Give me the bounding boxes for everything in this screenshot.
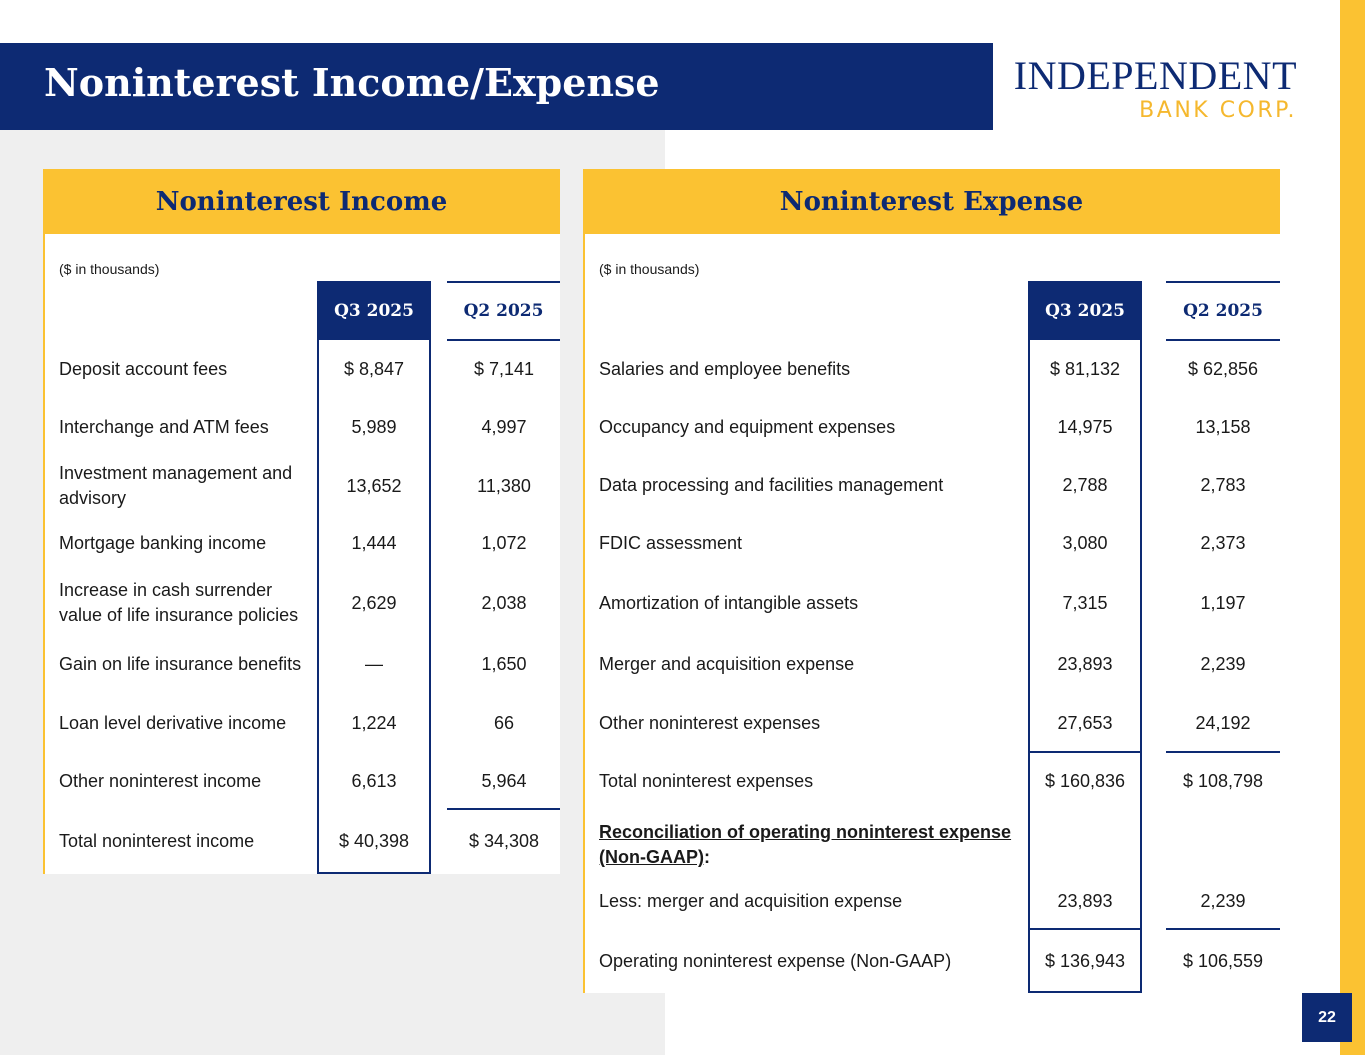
income-row-label: Investment management and advisory — [59, 463, 293, 508]
income-row-q3-value: 1,224 — [351, 712, 397, 733]
expense-row-q3-value: 2,788 — [1062, 474, 1108, 495]
income-row-label: Increase in cash surrender value of life insurance policies — [59, 580, 299, 625]
expense-row-q2-value: 2,783 — [1200, 474, 1246, 495]
income-row-label: Interchange and ATM fees — [59, 416, 269, 437]
expense-row-q3-value: 27,653 — [1057, 712, 1113, 733]
page-title: Noninterest Income/Expense — [44, 60, 660, 105]
expense-row — [585, 573, 1280, 633]
expense-row-q3-value: 7,315 — [1062, 592, 1108, 613]
expense-row — [585, 515, 1280, 571]
income-row-q2-value: 5,964 — [481, 770, 527, 791]
income-row-label: Loan level derivative income — [59, 712, 287, 733]
income-heading: Noninterest Income — [43, 169, 560, 234]
expense-row-q2-value: $ 108,798 — [1182, 770, 1264, 791]
income-row-q2-value: $ 7,141 — [473, 358, 535, 379]
income-row-q3-value: — — [365, 653, 383, 674]
expense-row-label: Other noninterest expenses — [599, 712, 821, 733]
page-number: 22 — [1302, 993, 1352, 1042]
expense-row-q2-value: 24,192 — [1195, 712, 1251, 733]
expense-row-label: Salaries and employee benefits — [599, 358, 851, 379]
income-row-q3-value: 1,444 — [351, 532, 397, 553]
logo-wordmark: INDEPENDENT — [1013, 53, 1297, 98]
expense-row — [585, 931, 1280, 991]
income-row-label: Gain on life insurance benefits — [59, 653, 302, 674]
income-row-q2-value: 1,072 — [481, 532, 527, 553]
income-row-q2-value: 66 — [493, 712, 515, 733]
expense-q2-header: Q2 2025 — [1166, 281, 1280, 341]
income-row — [45, 635, 560, 693]
expense-units: ($ in thousands) — [599, 261, 700, 277]
income-row — [45, 753, 560, 809]
logo-subtitle: BANK CORP. — [1139, 98, 1297, 123]
expense-heading: Noninterest Expense — [583, 169, 1280, 234]
expense-row-label: Amortization of intangible assets — [599, 592, 859, 613]
expense-row-q2-value: 2,239 — [1200, 890, 1246, 911]
expense-row-q2-value: $ 106,559 — [1182, 950, 1264, 971]
expense-row-label: FDIC assessment — [599, 532, 743, 553]
income-row-q3-value: 5,989 — [351, 416, 397, 437]
expense-row-q2-value: 13,158 — [1195, 416, 1251, 437]
income-row-q3-value: 6,613 — [351, 770, 397, 791]
income-row-q3-value: $ 8,847 — [343, 358, 405, 379]
income-row-q2-value: 2,038 — [481, 592, 527, 613]
expense-row — [585, 635, 1280, 693]
income-row — [45, 457, 560, 515]
income-q2-header: Q2 2025 — [447, 281, 560, 341]
income-row-q3-value: $ 40,398 — [338, 830, 410, 851]
expense-row — [585, 753, 1280, 809]
expense-row — [585, 873, 1280, 929]
income-row — [45, 341, 560, 397]
expense-row — [585, 399, 1280, 455]
income-row — [45, 399, 560, 455]
expense-row-label: Data processing and facilities management — [599, 474, 944, 495]
reconciliation-heading-row — [599, 817, 1019, 873]
income-panel — [43, 169, 560, 874]
expense-row-q3-value: 3,080 — [1062, 532, 1108, 553]
income-row-label: Deposit account fees — [59, 358, 228, 379]
expense-row-q3-value: 23,893 — [1057, 890, 1113, 911]
expense-row — [585, 341, 1280, 397]
income-row — [45, 515, 560, 571]
income-row-label: Total noninterest income — [59, 830, 255, 851]
income-q3-header: Q3 2025 — [317, 281, 431, 340]
expense-row-label: Less: merger and acquisition expense — [599, 890, 903, 911]
income-row-label: Other noninterest income — [59, 770, 262, 791]
expense-row-label: Total noninterest expenses — [599, 770, 814, 791]
expense-row-label: Occupancy and equipment expenses — [599, 416, 896, 437]
expense-row-q2-value: 2,373 — [1200, 532, 1246, 553]
expense-q3-header: Q3 2025 — [1028, 281, 1142, 340]
expense-row-label: Operating noninterest expense (Non-GAAP) — [599, 950, 952, 971]
income-row-label: Mortgage banking income — [59, 532, 267, 553]
expense-row-q3-value: 14,975 — [1057, 416, 1113, 437]
expense-row-q2-value: 1,197 — [1200, 592, 1246, 613]
expense-row-q3-value: $ 81,132 — [1049, 358, 1121, 379]
income-row — [45, 573, 560, 633]
reconciliation-heading: Reconciliation of operating noninterest expense (Non-GAAP): — [599, 822, 1012, 867]
income-row-q2-value: 1,650 — [481, 653, 527, 674]
expense-row — [585, 457, 1280, 513]
company-logo — [1013, 53, 1297, 123]
expense-panel — [583, 169, 1280, 993]
expense-row-q2-value: $ 62,856 — [1187, 358, 1259, 379]
expense-row-q3-value: 23,893 — [1057, 653, 1113, 674]
accent-stripe — [1340, 0, 1365, 1055]
income-row-q3-value: 13,652 — [346, 475, 402, 496]
income-row-q2-value: $ 34,308 — [468, 830, 540, 851]
expense-row-label: Merger and acquisition expense — [599, 653, 855, 674]
income-row-q2-value: 4,997 — [481, 416, 527, 437]
expense-row — [585, 695, 1280, 751]
expense-row-q3-value: $ 160,836 — [1044, 770, 1126, 791]
income-row — [45, 811, 560, 871]
income-row — [45, 695, 560, 751]
income-units: ($ in thousands) — [59, 261, 160, 277]
expense-row-q2-value: 2,239 — [1200, 653, 1246, 674]
income-row-q2-value: 11,380 — [477, 475, 531, 496]
income-row-q3-value: 2,629 — [351, 592, 397, 613]
expense-row-q3-value: $ 136,943 — [1044, 950, 1126, 971]
